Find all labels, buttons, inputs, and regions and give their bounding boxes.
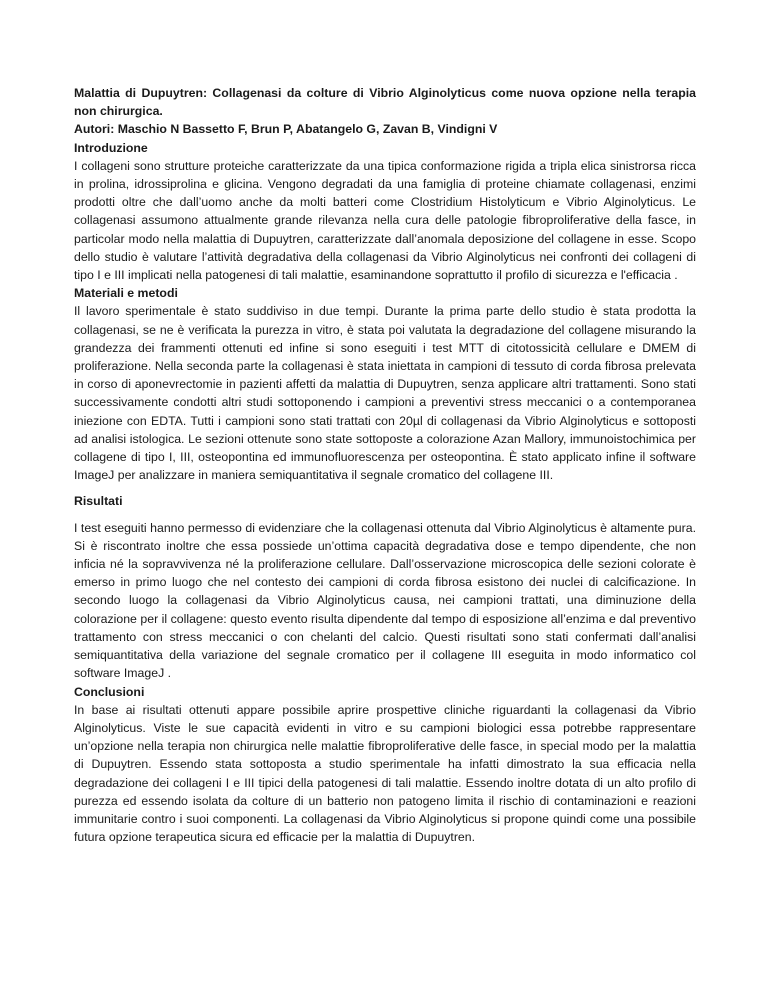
section-heading-risultati: Risultati bbox=[74, 494, 123, 509]
section-heading-materiali-metodi: Materiali e metodi bbox=[74, 286, 178, 301]
section-body-materiali-metodi: Il lavoro sperimentale è stato suddiviso in due tempi. Durante la prima parte dello studio è stata prodotta la collagenasi, se ne è verificata la purezza in vitro, è stata poi valutata la degradazione del collagene misurando la grandezza dei frammenti ottenuti ed infine si sono eseguiti i test MTT di citotossicità cellulare e DMEM di proliferazione. Nella seconda parte la collagenasi è stata iniettata in campioni di tessuto di corda fibrosa prelevata in corso di aponevrectomie in pazienti affetti da malattia di Dupuytren, senza applicare altri trattamenti. Sono stati successivamente condotti altri studi sottoponendo i campioni a preventivi stress meccanici o a contemporanea iniezione con EDTA. Tutti i campioni sono stati trattati con 20µl di collagenasi da Vibrio Alginolyticus e sottoposti ad analisi istologica. Le sezioni ottenute sono state sottoposte a colorazione Azan Mallory, immunoistochimica per collagene di tipo I, III, osteopontina ed immunofluorescenza per osteopontina. È stato applicato infine il software ImageJ per analizzare in maniera semiquantitativa il segnale cromatico del collagene III. bbox=[74, 304, 696, 483]
section-body-conclusioni: In base ai risultati ottenuti appare possibile aprire prospettive cliniche riguardanti la collagenasi da Vibrio Alginolyticus. Viste le sue capacità evidenti in vitro e su campioni biologici essa potrebbe rappresentare un’opzione nella terapia non chirurgica nelle malattie fibroproliferative delle fasce, in special modo per la malattia di Dupuytren. Essendo stata sottoposta a studio sperimentale ha infatti dimostrato la sua efficacia nella degradazione dei collageni I e III tipici della patogenesi di tali malattie. Essendo inoltre dotata di un alto profilo di purezza ed essendo isolata da colture di un batterio non patogeno limita il rischio di contaminazioni e reazioni immunitarie contro i suoi componenti. La collagenasi da Vibrio Alginolyticus si propone quindi come una possibile futura opzione terapeutica sicura ed efficacie per la malattia di Dupuytren. bbox=[74, 702, 696, 845]
section-body-risultati: I test eseguiti hanno permesso di evidenziare che la collagenasi ottenuta dal Vibrio Alginolyticus è altamente pura. Si è riscontrato inoltre che essa possiede un’ottima capacità degradativa dose e tempo dipendente, che non inficia né la sopravvivenza né la proliferazione cellulare. Dall’osservazione microscopica delle sezioni colorate è emerso in primo luogo che nel contesto dei campioni di corda fibrosa esistono dei nuclei di calcificazione. In secondo luogo la collagenasi da Vibrio Alginolyticus causa, nei campioni trattati, una diminuzione della colorazione per il collagene: questo evento risulta dipendente dal tempo di esposizione all’enzima e dal preventivo trattamento con stress meccanici o con chelanti del calcio. Questi risultati sono stati confermati dall’analisi semiquantitativa della variazione del segnale cromatico per il collagene III eseguita in modo informatico col software ImageJ . bbox=[74, 520, 696, 681]
document-body bbox=[74, 84, 696, 846]
authors-line: Autori: Maschio N Bassetto F, Brun P, Abatangelo G, Zavan B, Vindigni V bbox=[74, 122, 498, 137]
section-heading-conclusioni: Conclusioni bbox=[74, 684, 145, 699]
section-heading-introduzione: Introduzione bbox=[74, 140, 148, 155]
section-body-introduzione: I collageni sono strutture proteiche caratterizzate da una tipica conformazione rigida a tripla elica sinistrorsa ricca in prolina, idrossiprolina e glicina. Vengono degradati da una famiglia di proteine chiamate collagenasi, enzimi prodotti oltre che dall’uomo anche da molti batteri come Clostridium Histolyticum e Vibrio Alginolyticus. Le collagenasi assumono attualmente grande rilevanza nella cura delle patologie fibroproliferative della fasce, in particolar modo nella malattia di Dupuytren, caratterizzate dall’anomala deposizione del collagene in esse. Scopo dello studio è valutare l’attività degradativa della collagenasi da Vibrio Alginolyticus nei confronti dei collageni di tipo I e III implicati nella patogenesi di tali malattie, esaminandone soprattutto il profilo di sicurezza e l'efficacia . bbox=[74, 158, 696, 283]
paper-title: Malattia di Dupuytren: Collagenasi da colture di Vibrio Alginolyticus come nuova opzione nella terapia non chirurgica. bbox=[74, 86, 696, 119]
